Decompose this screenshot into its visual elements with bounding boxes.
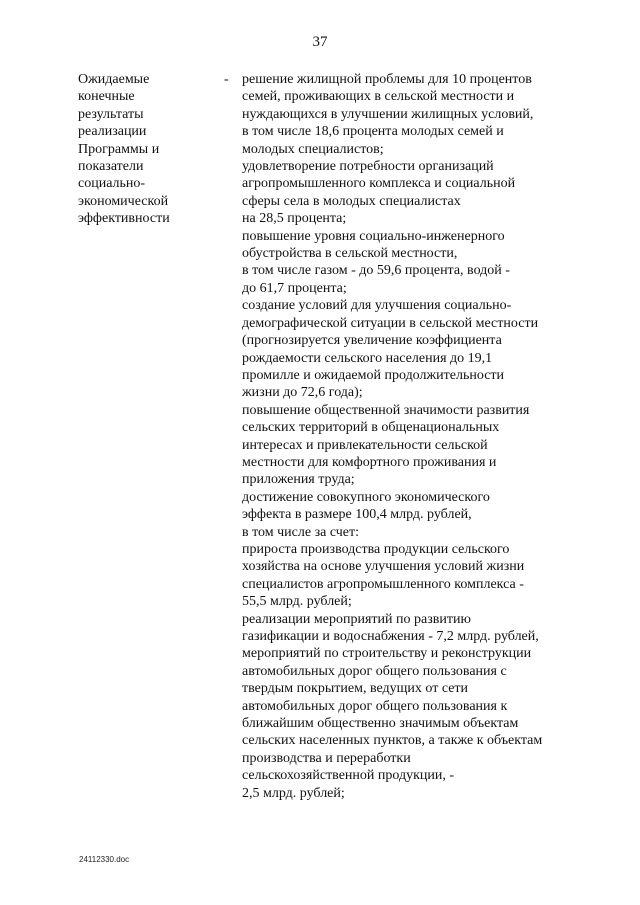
text-line: сельских населенных пунктов, а также к объектам — [242, 733, 543, 749]
text-line: хозяйства на основе улучшения условий жизни — [242, 559, 525, 575]
left-label-line: конечные — [78, 89, 135, 105]
text-line: (прогнозируется увеличение коэффициента — [242, 333, 502, 349]
text-line: сельских территорий в общенациональных — [242, 420, 500, 436]
text-line: агропромышленного комплекса и социальной — [242, 176, 516, 192]
text-line: жизни до 72,6 года); — [242, 385, 363, 401]
text-line: производства и переработки — [242, 750, 411, 766]
text-line: приложения труда; — [242, 472, 355, 488]
left-label-line: Программы и — [78, 141, 160, 157]
right-text — [242, 71, 602, 802]
text-line: местности для комфортного проживания и — [242, 454, 497, 470]
text-line: решение жилищной проблемы для 10 процентов — [242, 72, 532, 87]
text-line: ближайшим общественно значимым объектам — [242, 716, 519, 732]
text-line: в том числе за счет: — [242, 524, 360, 540]
text-line: интересах и привлекательности сельской — [242, 437, 488, 453]
text-line: создание условий для улучшения социально- — [242, 298, 512, 314]
left-label-line: эффективности — [78, 211, 170, 227]
text-line: реализации мероприятий по развитию — [242, 611, 471, 627]
text-line: в том числе газом - до 59,6 процента, водой - — [242, 263, 510, 279]
text-line: в том числе 18,6 процента молодых семей и — [242, 124, 504, 140]
text-line: достижение совокупного экономического — [242, 489, 490, 505]
text-line: до 61,7 процента; — [242, 280, 347, 296]
text-line: обустройства в сельской местности, — [242, 246, 458, 262]
text-line: повышение уровня социально-инженерного — [242, 228, 505, 244]
footer-filename: 24112330.doc — [79, 855, 130, 864]
text-line: прироста производства продукции сельского — [242, 541, 510, 557]
left-label-line: результаты — [78, 106, 144, 122]
text-line: сферы села в молодых специалистах — [242, 193, 461, 209]
text-line: удовлетворение потребности организаций — [242, 159, 494, 175]
left-label-line: реализации — [78, 124, 147, 140]
text-line: демографической ситуации в сельской местности — [242, 315, 539, 331]
text-line: семей, проживающих в сельской местности и — [242, 89, 515, 105]
text-line: специалистов агропромышленного комплекса - — [242, 576, 524, 592]
page-number: 37 — [312, 34, 328, 50]
text-line: твердым покрытием, ведущих от сети — [242, 681, 469, 697]
text-line: на 28,5 процента; — [242, 211, 347, 227]
left-label-line: экономической — [78, 193, 169, 209]
text-line: 2,5 млрд. рублей; — [242, 785, 345, 801]
left-label — [78, 71, 213, 228]
left-label-line: показатели — [78, 159, 144, 175]
text-line: 55,5 млрд. рублей; — [242, 594, 352, 610]
left-label-line: социально- — [78, 176, 146, 192]
text-line: эффекта в размере 100,4 млрд. рублей, — [242, 507, 472, 523]
text-line: рождаемости сельского населения до 19,1 — [242, 350, 493, 366]
text-line: молодых специалистов; — [242, 141, 384, 157]
text-line: автомобильных дорог общего пользования к — [242, 698, 508, 714]
text-line: нуждающихся в улучшении жилищных условий, — [242, 106, 534, 122]
text-line: газификации и водоснабжения - 7,2 млрд. рублей, — [242, 629, 539, 644]
text-line: автомобильных дорог общего пользования с — [242, 663, 507, 679]
text-line: мероприятий по строительству и реконструкции — [242, 646, 532, 662]
text-line: промилле и ожидаемой продолжительности — [242, 367, 505, 383]
text-line: повышение общественной значимости развития — [242, 402, 530, 418]
text-line: сельскохозяйственной продукции, - — [242, 768, 455, 784]
left-label-line: Ожидаемые — [78, 72, 150, 87]
list-dash: - — [224, 72, 229, 87]
